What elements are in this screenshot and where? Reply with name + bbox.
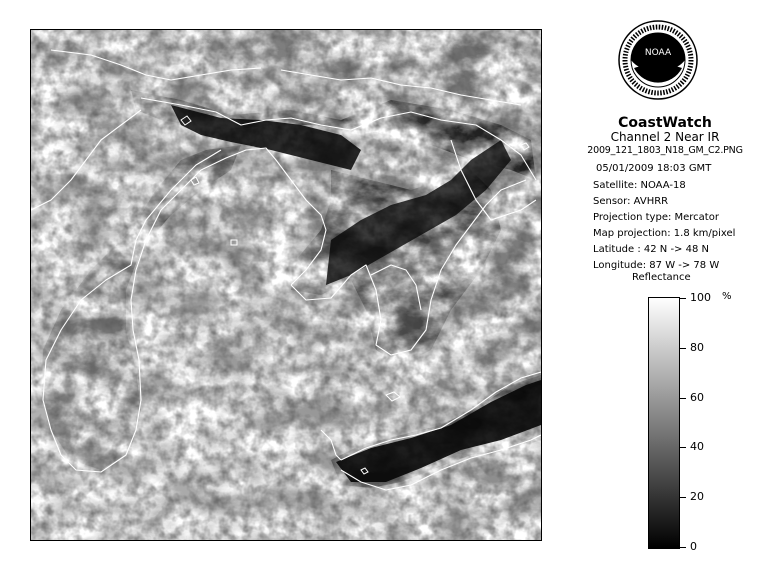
satellite-map	[30, 29, 542, 541]
latitude-label: Latitude : 42 N -> 48 N	[593, 244, 709, 255]
map-projection-label: Map projection: 1.8 km/pixel	[593, 228, 736, 239]
channel-subtitle: Channel 2 Near IR	[610, 130, 720, 144]
product-title: CoastWatch	[618, 115, 712, 131]
sensor-label: Sensor: AVHRR	[593, 196, 669, 207]
colorbar-tick	[680, 398, 686, 399]
colorbar-label: Reflectance	[632, 272, 691, 283]
filename-label: 2009_121_1803_N18_GM_C2.PNG	[587, 145, 743, 156]
colorbar-tick-label: 100	[690, 291, 711, 304]
colorbar-tick	[680, 348, 686, 349]
colorbar-tick	[680, 447, 686, 448]
colorbar-unit: %	[722, 291, 732, 302]
colorbar-tick-label: 40	[690, 440, 704, 453]
projection-type-label: Projection type: Mercator	[593, 212, 719, 223]
colorbar-tick-label: 80	[690, 341, 704, 354]
satellite-label: Satellite: NOAA-18	[593, 180, 686, 191]
datetime-label: 05/01/2009 18:03 GMT	[596, 163, 712, 174]
colorbar-tick-label: 0	[690, 540, 697, 553]
satellite-imagery	[31, 30, 541, 540]
cloud-texture	[31, 30, 541, 540]
svg-text:NOAA: NOAA	[644, 48, 672, 58]
colorbar-tick-label: 60	[690, 391, 704, 404]
longitude-label: Longitude: 87 W -> 78 W	[593, 260, 720, 271]
colorbar-tick	[680, 547, 686, 548]
noaa-logo	[618, 20, 698, 100]
colorbar-tick	[680, 298, 686, 299]
noaa-emblem-icon	[618, 20, 698, 100]
colorbar	[648, 297, 680, 549]
colorbar-tick	[680, 497, 686, 498]
colorbar-tick-label: 20	[690, 490, 704, 503]
